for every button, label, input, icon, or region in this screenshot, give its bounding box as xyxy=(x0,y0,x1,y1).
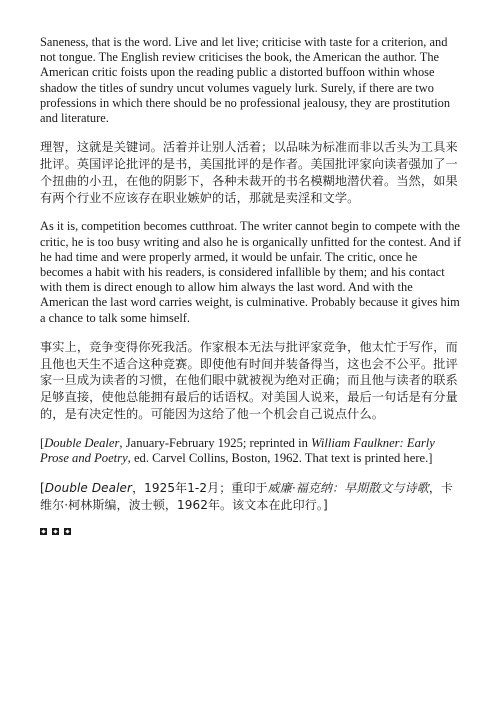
source-book-title-zh: 威廉·福克纳：早期散文与诗歌 xyxy=(267,480,429,495)
source-publication-title-zh: Double Dealer xyxy=(44,480,133,495)
fleuron-icon xyxy=(52,528,59,535)
source-details: , ed. Carvel Collins, Boston, 1962. That text is printed here.] xyxy=(127,451,433,466)
fleuron-icon xyxy=(40,528,47,535)
source-date: , January-February 1925; reprinted in xyxy=(119,435,312,450)
document-page xyxy=(40,35,462,535)
paragraph-2-chinese: 事实上，竞争变得你死我活。作家根本无法与批评家竞争，他太忙于写作，而且他也天生不适合这种竞赛。即使他有时间并装备得当，这也会不公平。批评家一旦成为读者的习惯，在他们眼中就被视为绝对正确；而且他与读者的联系足够直接，使他总能拥有最后的话语权。对美国人说来，最后一句话是有分量的，是有决定性的。可能因为这给了他一个机会自己说点什么。 xyxy=(40,339,458,422)
source-open-bracket-zh: [ xyxy=(40,480,45,495)
source-publication-title: Double Dealer xyxy=(44,435,120,450)
source-open-bracket: [ xyxy=(40,435,45,450)
paragraph-1-chinese: 理智，这就是关键词。活着并让别人活着；以品味为标准而非以舌头为工具来批评。英国评论批评的是书，美国批评的是作者。美国批评家向读者强加了一个扭曲的小丑，在他的阴影下，各种未裁开的书名模糊地潜伏着。当然，如果有两个行业不应该存在职业嫉妒的话，那就是卖淫和文学。 xyxy=(40,140,458,205)
source-book-title: William Faulkner: Early Prose and Poetry xyxy=(40,435,435,466)
section-end-ornament xyxy=(40,528,462,535)
paragraph-2-english: As it is, competition becomes cutthroat. The writer cannot begin to compete with the critic, he is too busy writing and also he is organically unfitted for the contest. And if he had time and were properly armed, it would be unfair. The critic, once he becomes a habit with his readers, is considered infallible by them; and his contact with them is direct enough to allow him always the last word. And with the American the last word carries weight, is culminative. Probably because it gives him a chance to talk some himself. xyxy=(40,219,461,325)
source-note-chinese xyxy=(40,480,462,515)
source-note-english xyxy=(40,436,462,467)
source-date-zh: ，1925年1-2月；重印于 xyxy=(132,480,268,495)
fleuron-icon xyxy=(64,528,71,535)
paragraph-1-english: Saneness, that is the word. Live and let live; criticise with taste for a criterion, and not tongue. The English review criticises the book, the American the author. The American critic foists upon the reading public a distorted buffoon within whose shadow the titles of sundry uncut volumes vaguely lurk. Surely, if there are two professions in which there should be no professional jealousy, they are prostitution and literature. xyxy=(40,35,451,126)
source-details-zh: ，卡维尔·柯林斯编，波士顿，1962年。该文本在此印行。] xyxy=(40,480,454,513)
